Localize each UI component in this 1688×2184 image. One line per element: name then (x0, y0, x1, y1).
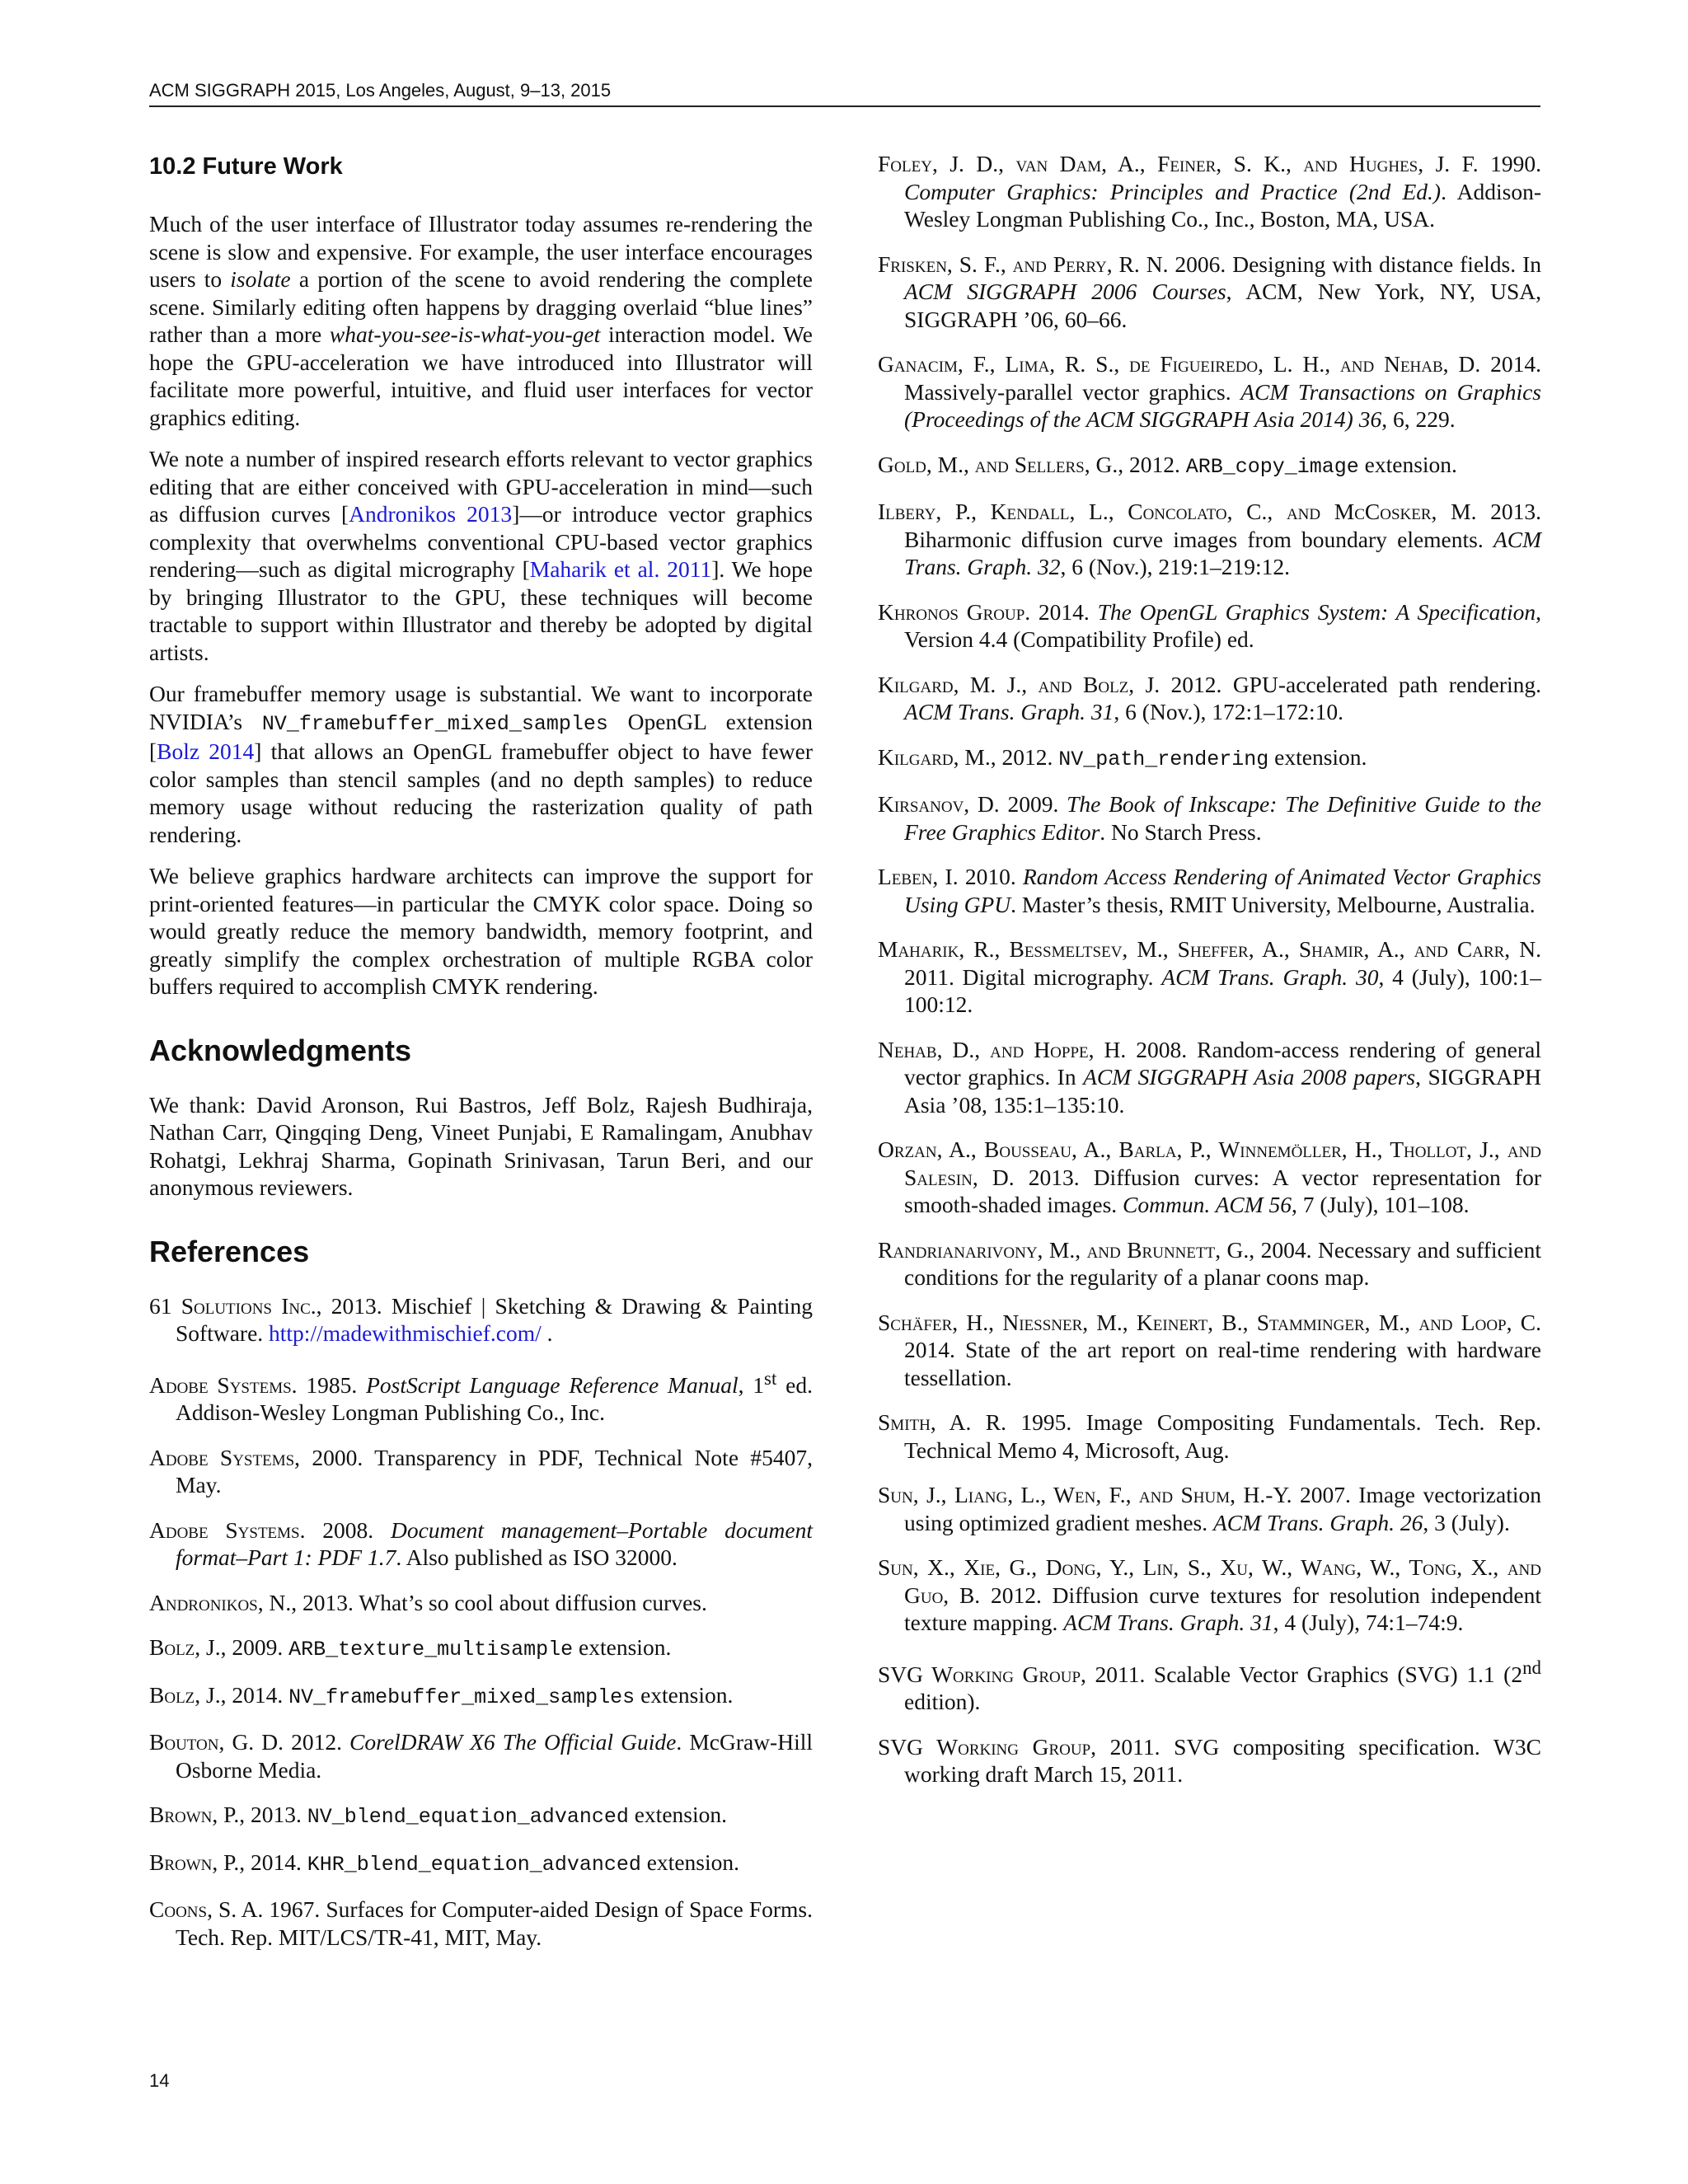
future-work-paragraph-1: Much of the user interface of Illustrator today assumes re-rendering the scene is slow and expensive. For example, the user interface encourages users to isolate a portion of the scene to avoid rendering the complete scene. Similarly editing often happens by dragging overlaid “blue lines” rather than a more what-you-see-is-what-you-get interaction model. We hope the GPU-acceleration we have introduced into Illustrator will facilitate more powerful, intuitive, and fluid user interfaces for vector graphics editing. (149, 211, 813, 430)
reference-item: Kirsanov, D. 2009. The Book of Inkscape: The Definitive Guide to the Free Graphics Editor. No Starch Press. (878, 791, 1542, 845)
reference-item: Sun, J., Liang, L., Wen, F., and Shum, H.-Y. 2007. Image vectorization using optimized gradient meshes. ACM Trans. Graph. 26, 3 (July). (878, 1482, 1541, 1535)
reference-item: Khronos Group. 2014. The OpenGL Graphics System: A Specification, Version 4.4 (Compatibility Profile) ed. (878, 598, 1541, 652)
reference-item: Adobe Systems, 2000. Transparency in PDF, Technical Note #5407, May. (149, 1444, 813, 1498)
future-work-heading: 10.2 Future Work (149, 153, 343, 180)
reference-item: Schäfer, H., Niessner, M., Keinert, B., Stamminger, M., and Loop, C. 2014. State of the art report on real-time rendering with hardware tessellation. (878, 1309, 1541, 1390)
reference-item: Orzan, A., Bousseau, A., Barla, P., Winnemöller, H., Thollot, J., and Salesin, D. 2013. Diffusion curves: A vector representation for smooth-shaded images. Commun. ACM 56, 7 (July), 101–108. (878, 1137, 1541, 1217)
left-column (149, 150, 813, 1968)
reference-item: Frisken, S. F., and Perry, R. N. 2006. Designing with distance fields. In ACM SIGGRAPH 2006 Courses, ACM, New York, NY, USA, SIGGRAPH ’06, 60–66. (878, 251, 1541, 332)
citation-link-maharik[interactable]: Maharik et al. 2011 (529, 556, 712, 582)
reference-item: Gold, M., and Sellers, G., 2012. ARB_copy_image extension. (878, 451, 1457, 479)
future-work-paragraph-3: Our framebuffer memory usage is substantial. We want to incorporate NVIDIA’s NV_framebuffer_mixed_samples OpenGL extension [Bolz 2014] that allows an OpenGL framebuffer object to have fewer color samples than stencil samples (and no depth samples) to reduce memory usage without reducing the rasterization quality of path rendering. (149, 681, 813, 847)
reference-item: Nehab, D., and Hoppe, H. 2008. Random-access rendering of general vector graphics. In ACM SIGGRAPH Asia 2008 papers, SIGGRAPH Asia ’08, 135:1–135:10. (878, 1036, 1541, 1118)
future-work-paragraph-4: We believe graphics hardware architects can improve the support for print-oriented features—in particular the CMYK color space. Doing so would greatly reduce the memory bandwidth, memory footprint, and greatly simplify the complex orchestration of multiple RGBA color buffers required to accomplish CMYK rendering. (149, 863, 813, 999)
citation-link-bolz[interactable]: Bolz 2014 (157, 738, 255, 764)
reference-item: Bolz, J., 2014. NV_framebuffer_mixed_samples extension. (149, 1681, 734, 1709)
reference-item: Bolz, J., 2009. ARB_texture_multisample extension. (149, 1634, 672, 1662)
reference-item: Adobe Systems. 1985. PostScript Language Reference Manual, 1st ed. Addison-Wesley Longman Publishing Co., Inc. (149, 1367, 813, 1426)
reference-item: Kilgard, M., 2012. NV_path_rendering extension. (878, 743, 1367, 771)
reference-item: Leben, I. 2010. Random Access Rendering of Animated Vector Graphics Using GPU. Master’s thesis, RMIT University, Melbourne, Australia. (878, 864, 1542, 917)
reference-item: Brown, P., 2014. KHR_blend_equation_advanced extension. (149, 1849, 739, 1877)
reference-item: Ilbery, P., Kendall, L., Concolato, C., and McCosker, M. 2013. Biharmonic diffusion curve images from boundary elements. ACM Trans. Graph. 32, 6 (Nov.), 219:1–219:12. (878, 499, 1542, 579)
reference-item: Randrianarivony, M., and Brunnett, G., 2004. Necessary and sufficient conditions for the regularity of a planar coons map. (878, 1236, 1541, 1290)
page-number: 14 (149, 2070, 170, 2091)
reference-item: Kilgard, M. J., and Bolz, J. 2012. GPU-accelerated path rendering. ACM Trans. Graph. 31, 6 (Nov.), 172:1–172:10. (878, 671, 1541, 724)
reference-item: Brown, P., 2013. NV_blend_equation_advanced extension. (149, 1802, 727, 1830)
reference-item: Ganacim, F., Lima, R. S., de Figueiredo, L. H., and Nehab, D. 2014. Massively-parallel vector graphics. ACM Transactions on Graphics (Proceedings of the ACM SIGGRAPH Asia 2014) 36, 6, 229. (878, 351, 1541, 432)
reference-item: Adobe Systems. 2008. Document management–Portable document format–Part 1: PDF 1.7. Also published as ISO 32000. (149, 1516, 814, 1571)
future-work-paragraph-2: We note a number of inspired research efforts relevant to vector graphics editing that are either conceived with GPU-acceleration in mind—such as diffusion curves [Andronikos 2013]—or introduce vector graphics complexity that overwhelms conventional CPU-based vector graphics rendering—such as digital micrography [Maharik et al. 2011]. We hope by bringing Illustrator to the GPU, these techniques will become tractable to support within Illustrator and thereby be adopted by digital artists. (149, 446, 813, 665)
mischief-url-link[interactable]: http://madewithmischief.com/ (269, 1320, 542, 1346)
reference-item: Coons, S. A. 1967. Surfaces for Computer-aided Design of Space Forms. Tech. Rep. MIT/LCS/TR-41, MIT, May. (149, 1896, 813, 1950)
citation-link-andronikos[interactable]: Andronikos 2013 (349, 501, 513, 527)
reference-item: Andronikos, N., 2013. What’s so cool about diffusion curves. (149, 1589, 707, 1615)
right-column (878, 150, 1541, 1806)
reference-item: 61 Solutions Inc., 2013. Mischief | Sketching & Drawing & Painting Software. http://madewithmischief.com/ . (149, 1292, 813, 1346)
reference-item: SVG Working Group, 2011. SVG compositing specification. W3C working draft March 15, 2011. (878, 1733, 1541, 1788)
acknowledgments-text: We thank: David Aronson, Rui Bastros, Jeff Bolz, Rajesh Budhiraja, Nathan Carr, Qingqing Deng, Vineet Punjabi, E Ramalingam, Anubhav Rohatgi, Lekhraj Sharma, Gopinath Srinivasan, Tarun Beri, and our anonymous reviewers. (149, 1091, 813, 1200)
reference-item: Foley, J. D., van Dam, A., Feiner, S. K., and Hughes, J. F. 1990. Computer Graphics: Principles and Practice (2nd Ed.). Addison-Wesley Longman Publishing Co., Inc., Boston, MA, USA. (878, 151, 1541, 232)
references-heading: References (149, 1234, 310, 1268)
reference-item: SVG Working Group, 2011. Scalable Vector Graphics (SVG) 1.1 (2nd edition). (878, 1657, 1541, 1715)
reference-item: Bouton, G. D. 2012. CorelDRAW X6 The Official Guide. McGraw-Hill Osborne Media. (149, 1729, 813, 1783)
running-header: ACM SIGGRAPH 2015, Los Angeles, August, 9–13, 2015 (149, 79, 1540, 107)
reference-item: Smith, A. R. 1995. Image Compositing Fundamentals. Tech. Rep. Technical Memo 4, Microsoft, Aug. (878, 1409, 1541, 1463)
reference-item: Sun, X., Xie, G., Dong, Y., Lin, S., Xu, W., Wang, W., Tong, X., and Guo, B. 2012. Diffusion curve textures for resolution independent texture mapping. ACM Trans. Graph. 31, 4 (July), 74:1–74:9. (878, 1554, 1541, 1635)
acknowledgments-heading: Acknowledgments (149, 1033, 412, 1067)
reference-item: Maharik, R., Bessmeltsev, M., Sheffer, A., Shamir, A., and Carr, N. 2011. Digital micrography. ACM Trans. Graph. 30, 4 (July), 100:1–100:12. (878, 936, 1541, 1017)
